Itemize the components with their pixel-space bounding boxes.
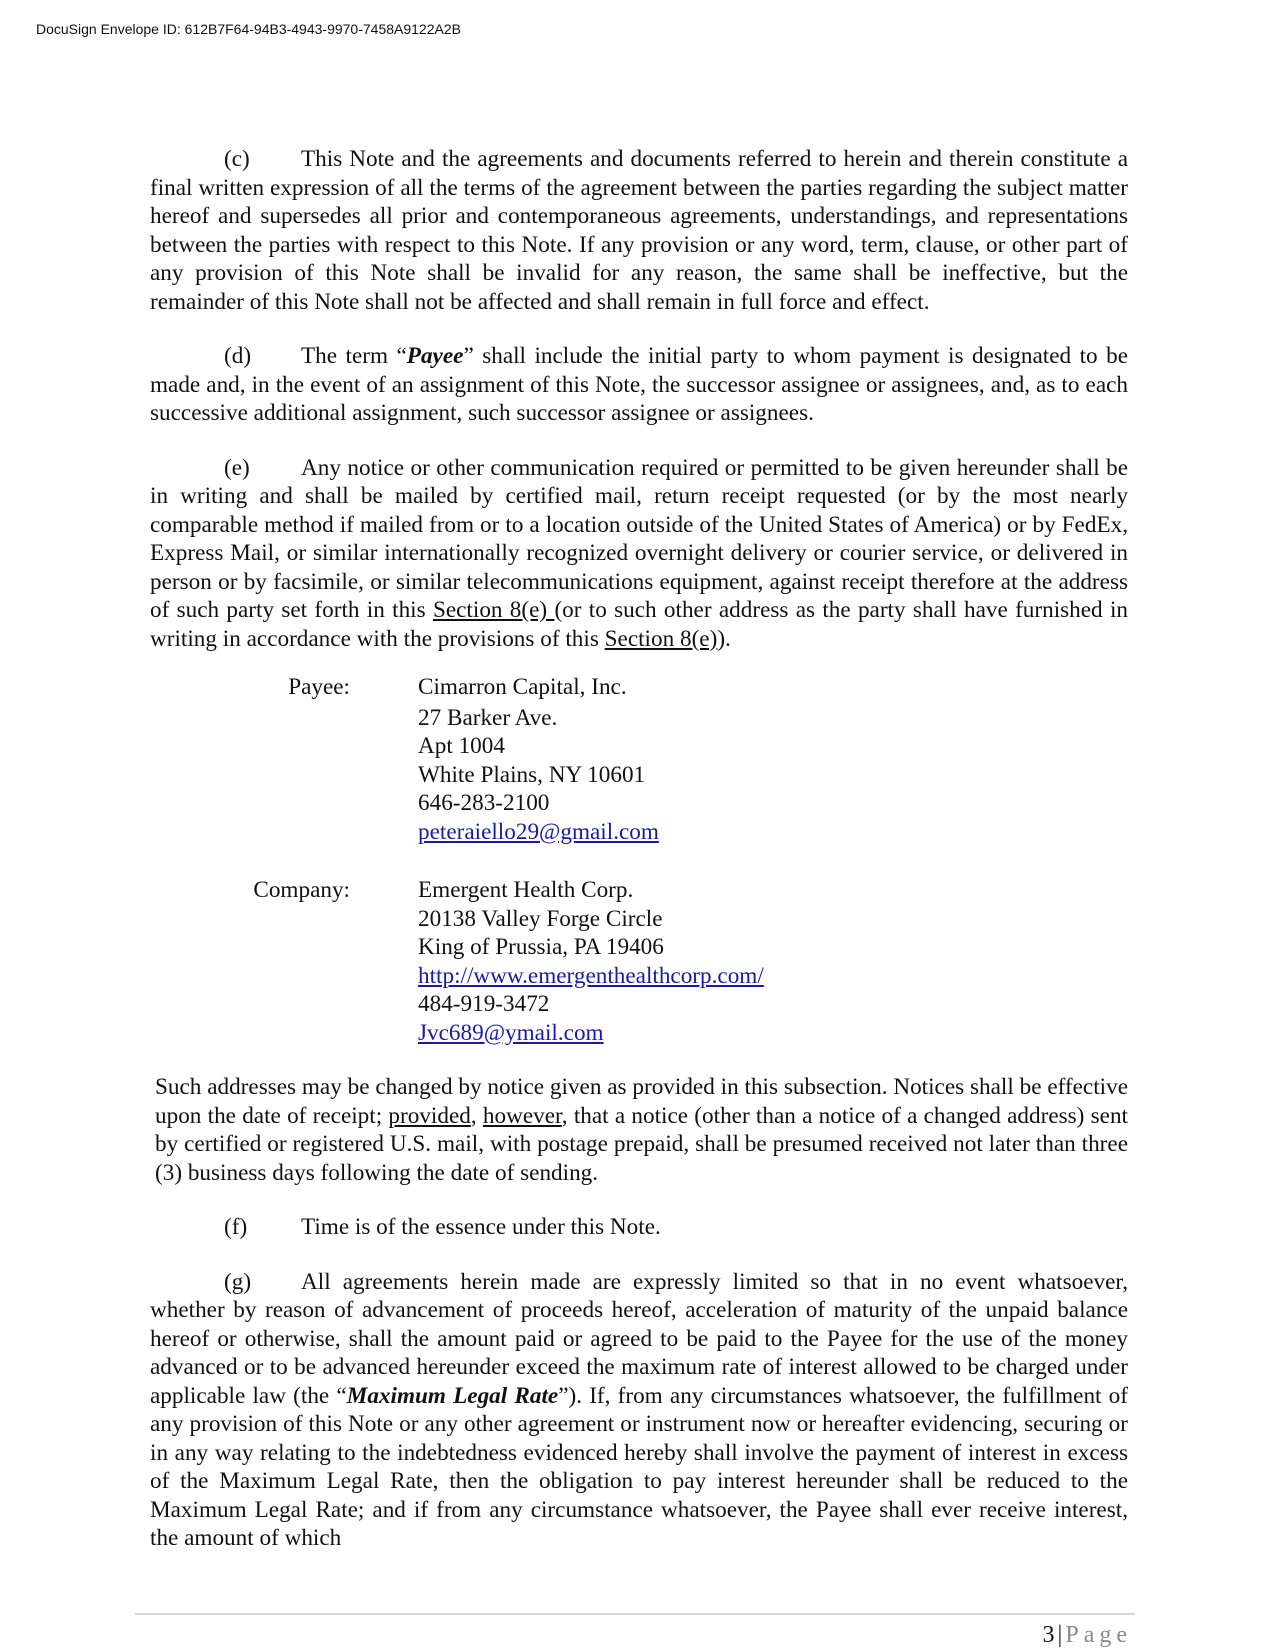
section-label: (c) [224, 146, 250, 172]
company-city: King of Prussia, PA 19406 [418, 934, 664, 960]
provided-term: provided [388, 1102, 471, 1129]
defined-term-maximum-legal-rate: Maximum Legal Rate [346, 1382, 559, 1409]
company-website-link[interactable]: http://www.emergenthealthcorp.com/ [418, 962, 764, 989]
notice-paragraph [150, 1073, 1128, 1187]
payee-label: Payee: [288, 674, 350, 700]
section-text: This Note and the agreements and documents referred to herein and therein constitute a final written expression of all the terms of the agreement between the parties regarding the subject matter hereof and supersedes all prior and contemporaneous agreements, understandings, and representations between the parties with respect to this Note. If any provision or any word, term, clause, or other part of any provision of this Note shall be invalid for any reason, the same shall be ineffective, but the remainder of this Note shall not be affected and shall remain in full force and effect. [150, 146, 1128, 315]
section-text: The term “ [301, 343, 407, 369]
company-label: Company: [253, 877, 350, 903]
company-email-link[interactable]: Jvc689@ymail.com [418, 1019, 604, 1046]
section-text: Time is of the essence under this Note. [301, 1214, 661, 1240]
section-g [150, 1268, 1128, 1553]
document-body [150, 145, 1128, 1579]
section-text: ”). If, from any circumstances whatsoever, the fulfillment of any provision of this Note or any other agreement or instrument now or hereafter evidencing, securing or in any way relating to the indebtedness evidenced hereby shall involve the payment of interest in excess of the Maximum Legal Rate, then the obligation to pay interest hereunder shall be reduced to the Maximum Legal Rate; and if from any circumstance whatsoever, the Payee shall ever receive interest, the amount of which [150, 1382, 1128, 1551]
section-text: Such addresses may be changed by notice given as provided in this subsection. Notices shall be effective upon the date of receipt; [155, 1074, 1128, 1129]
payee-name: Cimarron Capital, Inc. [418, 674, 627, 700]
page-number: 3 [1042, 1622, 1055, 1648]
section-e [150, 454, 1128, 654]
section-d [150, 342, 1128, 428]
section-reference: Section 8(e) [432, 597, 555, 623]
company-phone: 484-919-3472 [418, 991, 550, 1017]
payee-email-link[interactable]: peteraiello29@gmail.com [418, 818, 659, 845]
section-text: , that a notice (other than a notice of a changed address) sent by certified or registered U.S. mail, with postage prepaid, shall be presumed received not later than three (3) business days following the date of sending. [155, 1102, 1129, 1186]
page-separator: | [1057, 1622, 1063, 1648]
section-label: (g) [224, 1268, 252, 1295]
payee-city: White Plains, NY 10601 [418, 761, 646, 788]
section-c [150, 145, 1128, 316]
section-text: ” shall include the initial party to whom payment is designated to be made and, in the event of an assignment of this Note, the successor assignee or assignees, and, as to each successive additional assignment, such successor assignee or assignees. [150, 343, 1128, 426]
section-label: (d) [224, 343, 252, 369]
section-reference: Section 8(e) [604, 625, 718, 652]
section-text: Any notice or other communication required or permitted to be given hereunder shall be in writing and shall be mailed by certified mail, return receipt requested (or by the most nearly comparable method if mailed from or to a location outside of the United States of America) or by FedEx, Express Mail, or similar internationally recognized overnight delivery or courier service, or delivered in person or by facsimile, or similar telecommunications equipment, against receipt therefore at the address of such party set forth in this [150, 454, 1128, 623]
page-label: Page [1065, 1622, 1132, 1648]
payee-phone: 646-283-2100 [418, 790, 550, 816]
payee-street: 27 Barker Ave. [418, 704, 558, 731]
payee-address-block [150, 673, 1128, 846]
payee-unit: Apt 1004 [418, 733, 505, 759]
page-number-footer [1043, 1622, 1132, 1649]
defined-term-payee: Payee [406, 343, 464, 369]
section-text: All agreements herein made are expressly limited so that in no event whatsoever, whether by reason of advancement of proceeds hereof, acceleration of maturity of the unpaid balance hereof or otherwise, shall the amount paid or agreed to be paid to the Payee for the use of the money advanced or to be advanced hereunder exceed the maximum rate of interest allowed to be charged under applicable law (the “ [150, 1268, 1128, 1409]
section-label: (e) [224, 454, 250, 481]
company-street: 20138 Valley Forge Circle [418, 905, 663, 932]
section-f [150, 1213, 1128, 1242]
section-label: (f) [224, 1214, 248, 1240]
company-address-block [150, 876, 1128, 1047]
however-term: however [482, 1102, 562, 1129]
footer-divider [135, 1613, 1135, 1615]
section-text: (or to such other address as the party shall have furnished in writing in accordance with the provisions of this [150, 597, 1128, 652]
docusign-envelope-id: DocuSign Envelope ID: 612B7F64-94B3-4943-9970-7458A9122A2B [36, 21, 461, 37]
company-name: Emergent Health Corp. [418, 877, 634, 903]
separator: , [470, 1102, 483, 1129]
section-text: ). [717, 625, 731, 652]
